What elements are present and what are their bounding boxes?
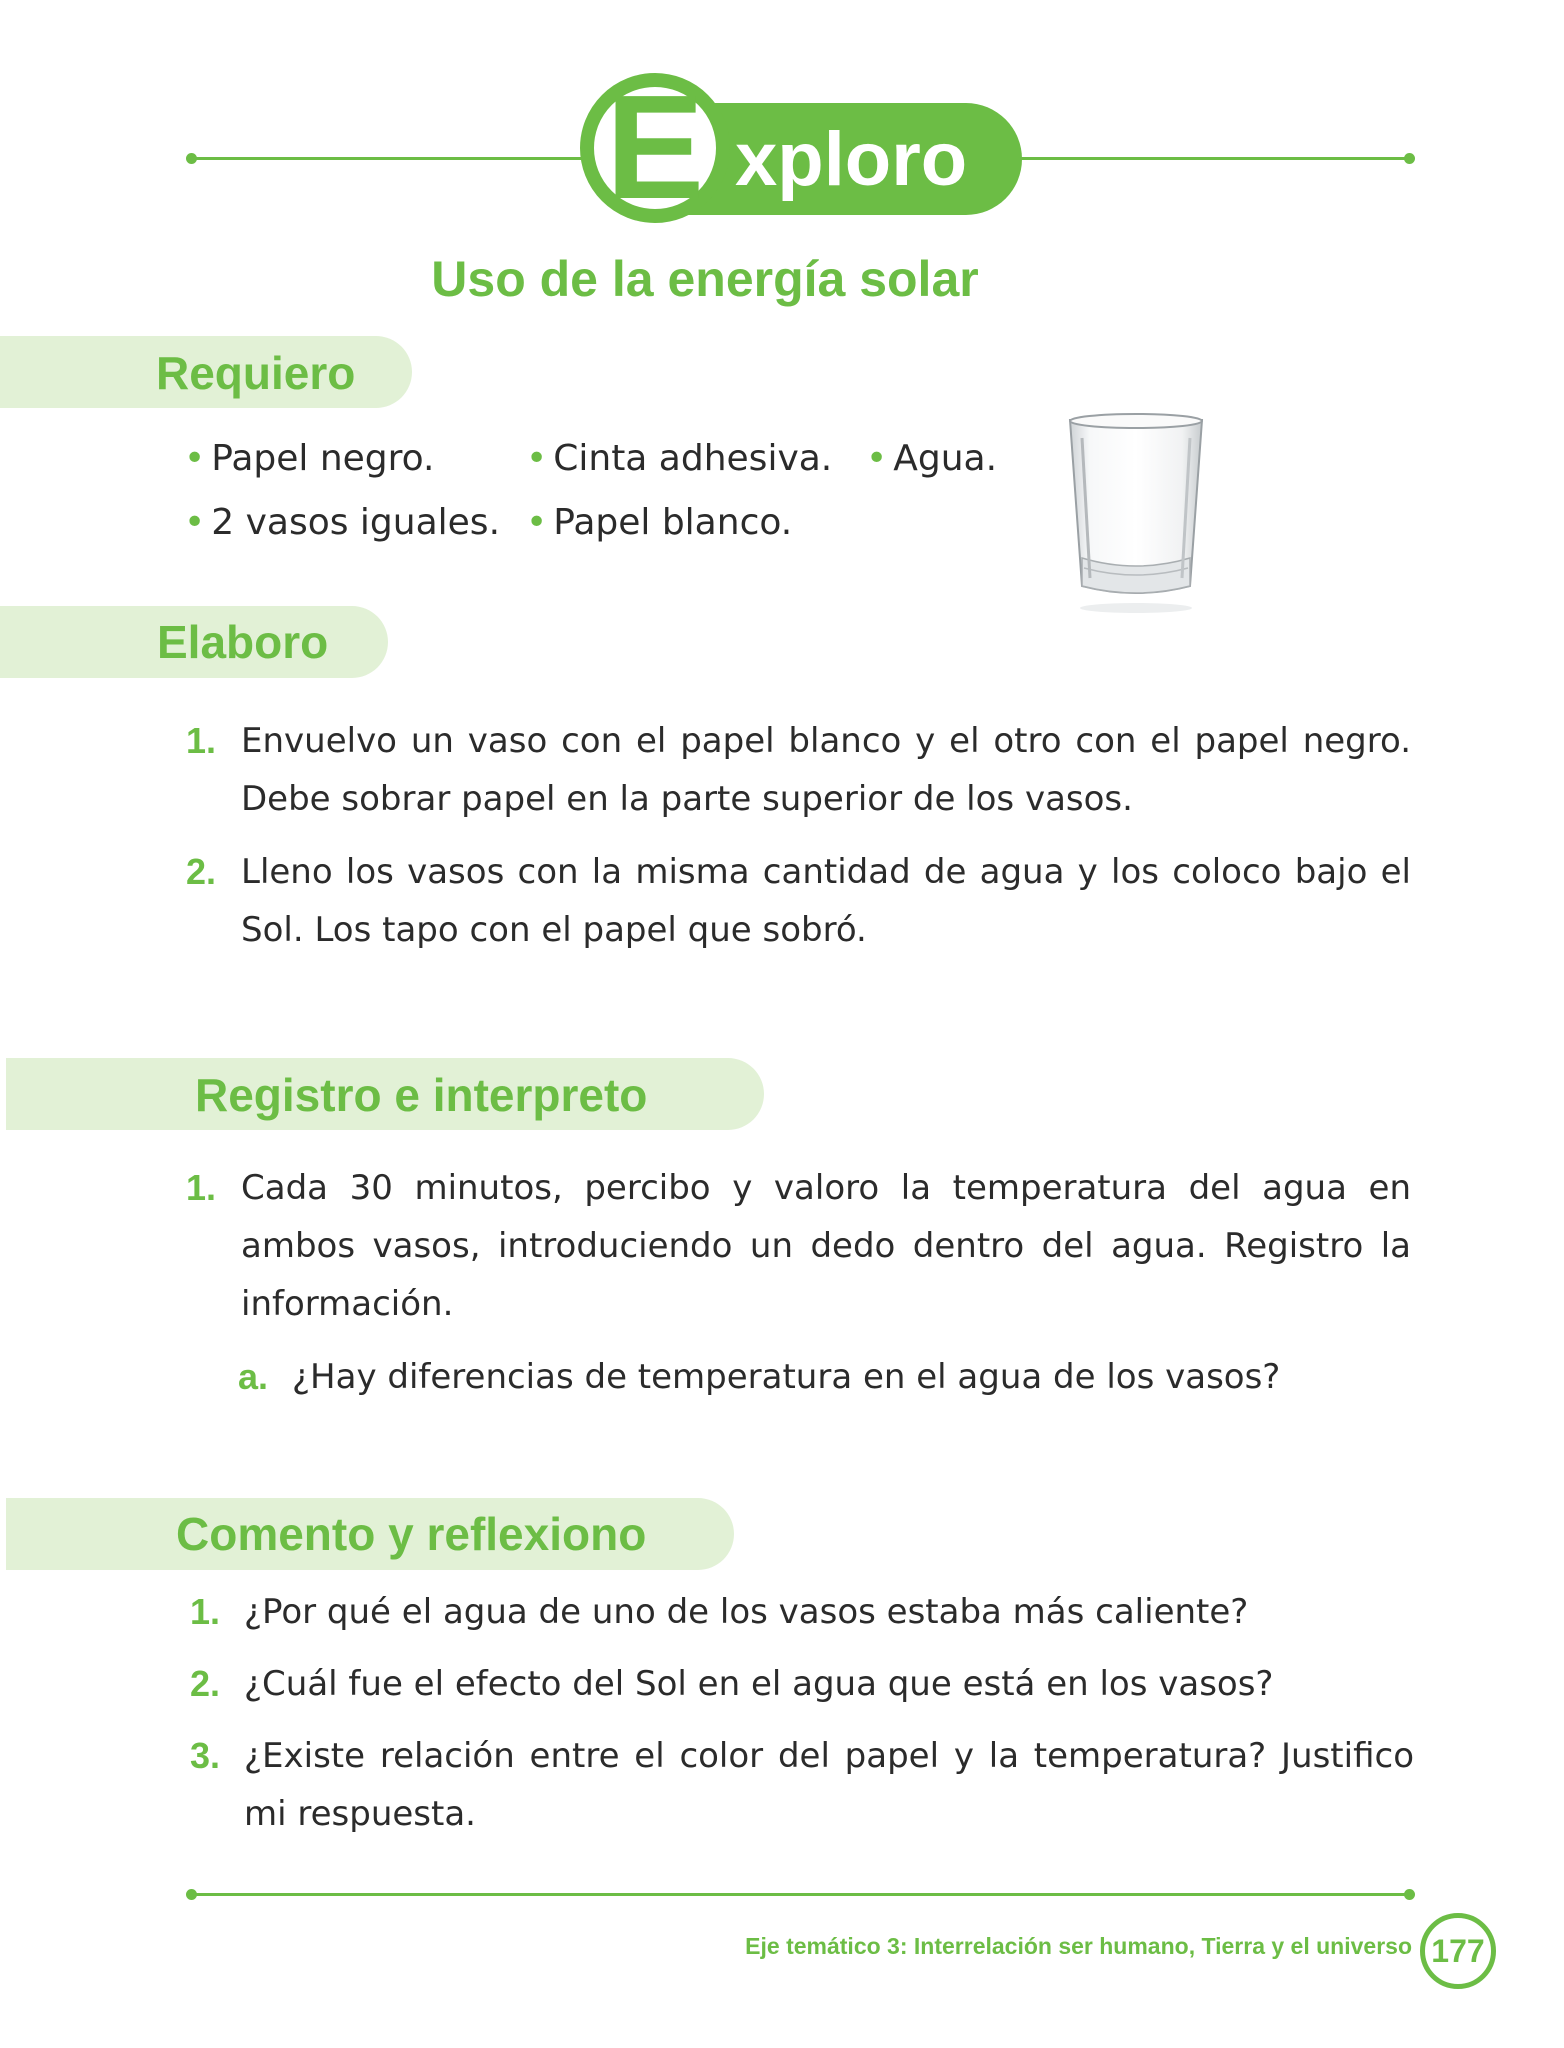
- material-item: • Papel blanco.: [526, 502, 793, 543]
- sub-question-letter: a.: [238, 1356, 269, 1397]
- section-heading-elaboro: Elaboro: [157, 616, 329, 668]
- header-rule-left-dot: [186, 153, 197, 164]
- step-text: Envuelvo un vaso con el papel blanco y el otro con el papel negro. Debe sobrar papel en la parte superior de los vasos.: [241, 721, 1411, 819]
- header-rule-right: [1010, 157, 1410, 160]
- question-text: ¿Por qué el agua de uno de los vasos estaba más caliente?: [244, 1592, 1249, 1632]
- footer-theme: Eje temático 3: Interrelación ser humano, Tierra y el universo: [745, 1933, 1412, 1959]
- sub-question-text: ¿Hay diferencias de temperatura en el agua de los vasos?: [292, 1357, 1281, 1397]
- footer-rule-right-dot: [1404, 1889, 1415, 1900]
- step-number: 1.: [186, 720, 217, 761]
- page-number: 177: [1420, 1913, 1496, 1989]
- footer-rule: [192, 1893, 1410, 1896]
- step-text: Lleno los vasos con la misma cantidad de agua y los coloco bajo el Sol. Los tapo con el papel que sobró.: [241, 852, 1411, 950]
- header-rule-left: [192, 157, 592, 160]
- material-item: • Cinta adhesiva.: [526, 438, 833, 479]
- question-text: ¿Cuál fue el efecto del Sol en el agua que está en los vasos?: [244, 1664, 1274, 1704]
- footer-rule-left-dot: [186, 1889, 197, 1900]
- header-rule-right-dot: [1404, 153, 1415, 164]
- section-heading-requiero: Requiero: [156, 347, 356, 399]
- step-text: Cada 30 minutos, percibo y valoro la temperatura del agua en ambos vasos, introduciendo un dedo dentro del agua. Registro la información.: [241, 1168, 1411, 1324]
- question-number: 1.: [190, 1591, 221, 1632]
- section-heading-registro: Registro e interpreto: [195, 1069, 648, 1121]
- question-number: 2.: [190, 1663, 221, 1704]
- step-number: 1.: [186, 1167, 217, 1208]
- glass-image: [1060, 408, 1210, 618]
- material-item: • Agua.: [866, 438, 998, 479]
- material-item: • Papel negro.: [184, 438, 435, 479]
- step-number: 2.: [186, 851, 217, 892]
- section-heading-comento: Comento y reflexiono: [176, 1508, 647, 1560]
- question-text: ¿Existe relación entre el color del papel y la temperatura? Justifico mi respuesta.: [244, 1736, 1414, 1834]
- question-number: 3.: [190, 1735, 221, 1776]
- badge-word: xploro: [735, 117, 968, 202]
- page-title: Uso de la energía solar: [431, 251, 979, 307]
- badge-letter: E: [605, 65, 705, 230]
- material-item: • 2 vasos iguales.: [184, 502, 501, 543]
